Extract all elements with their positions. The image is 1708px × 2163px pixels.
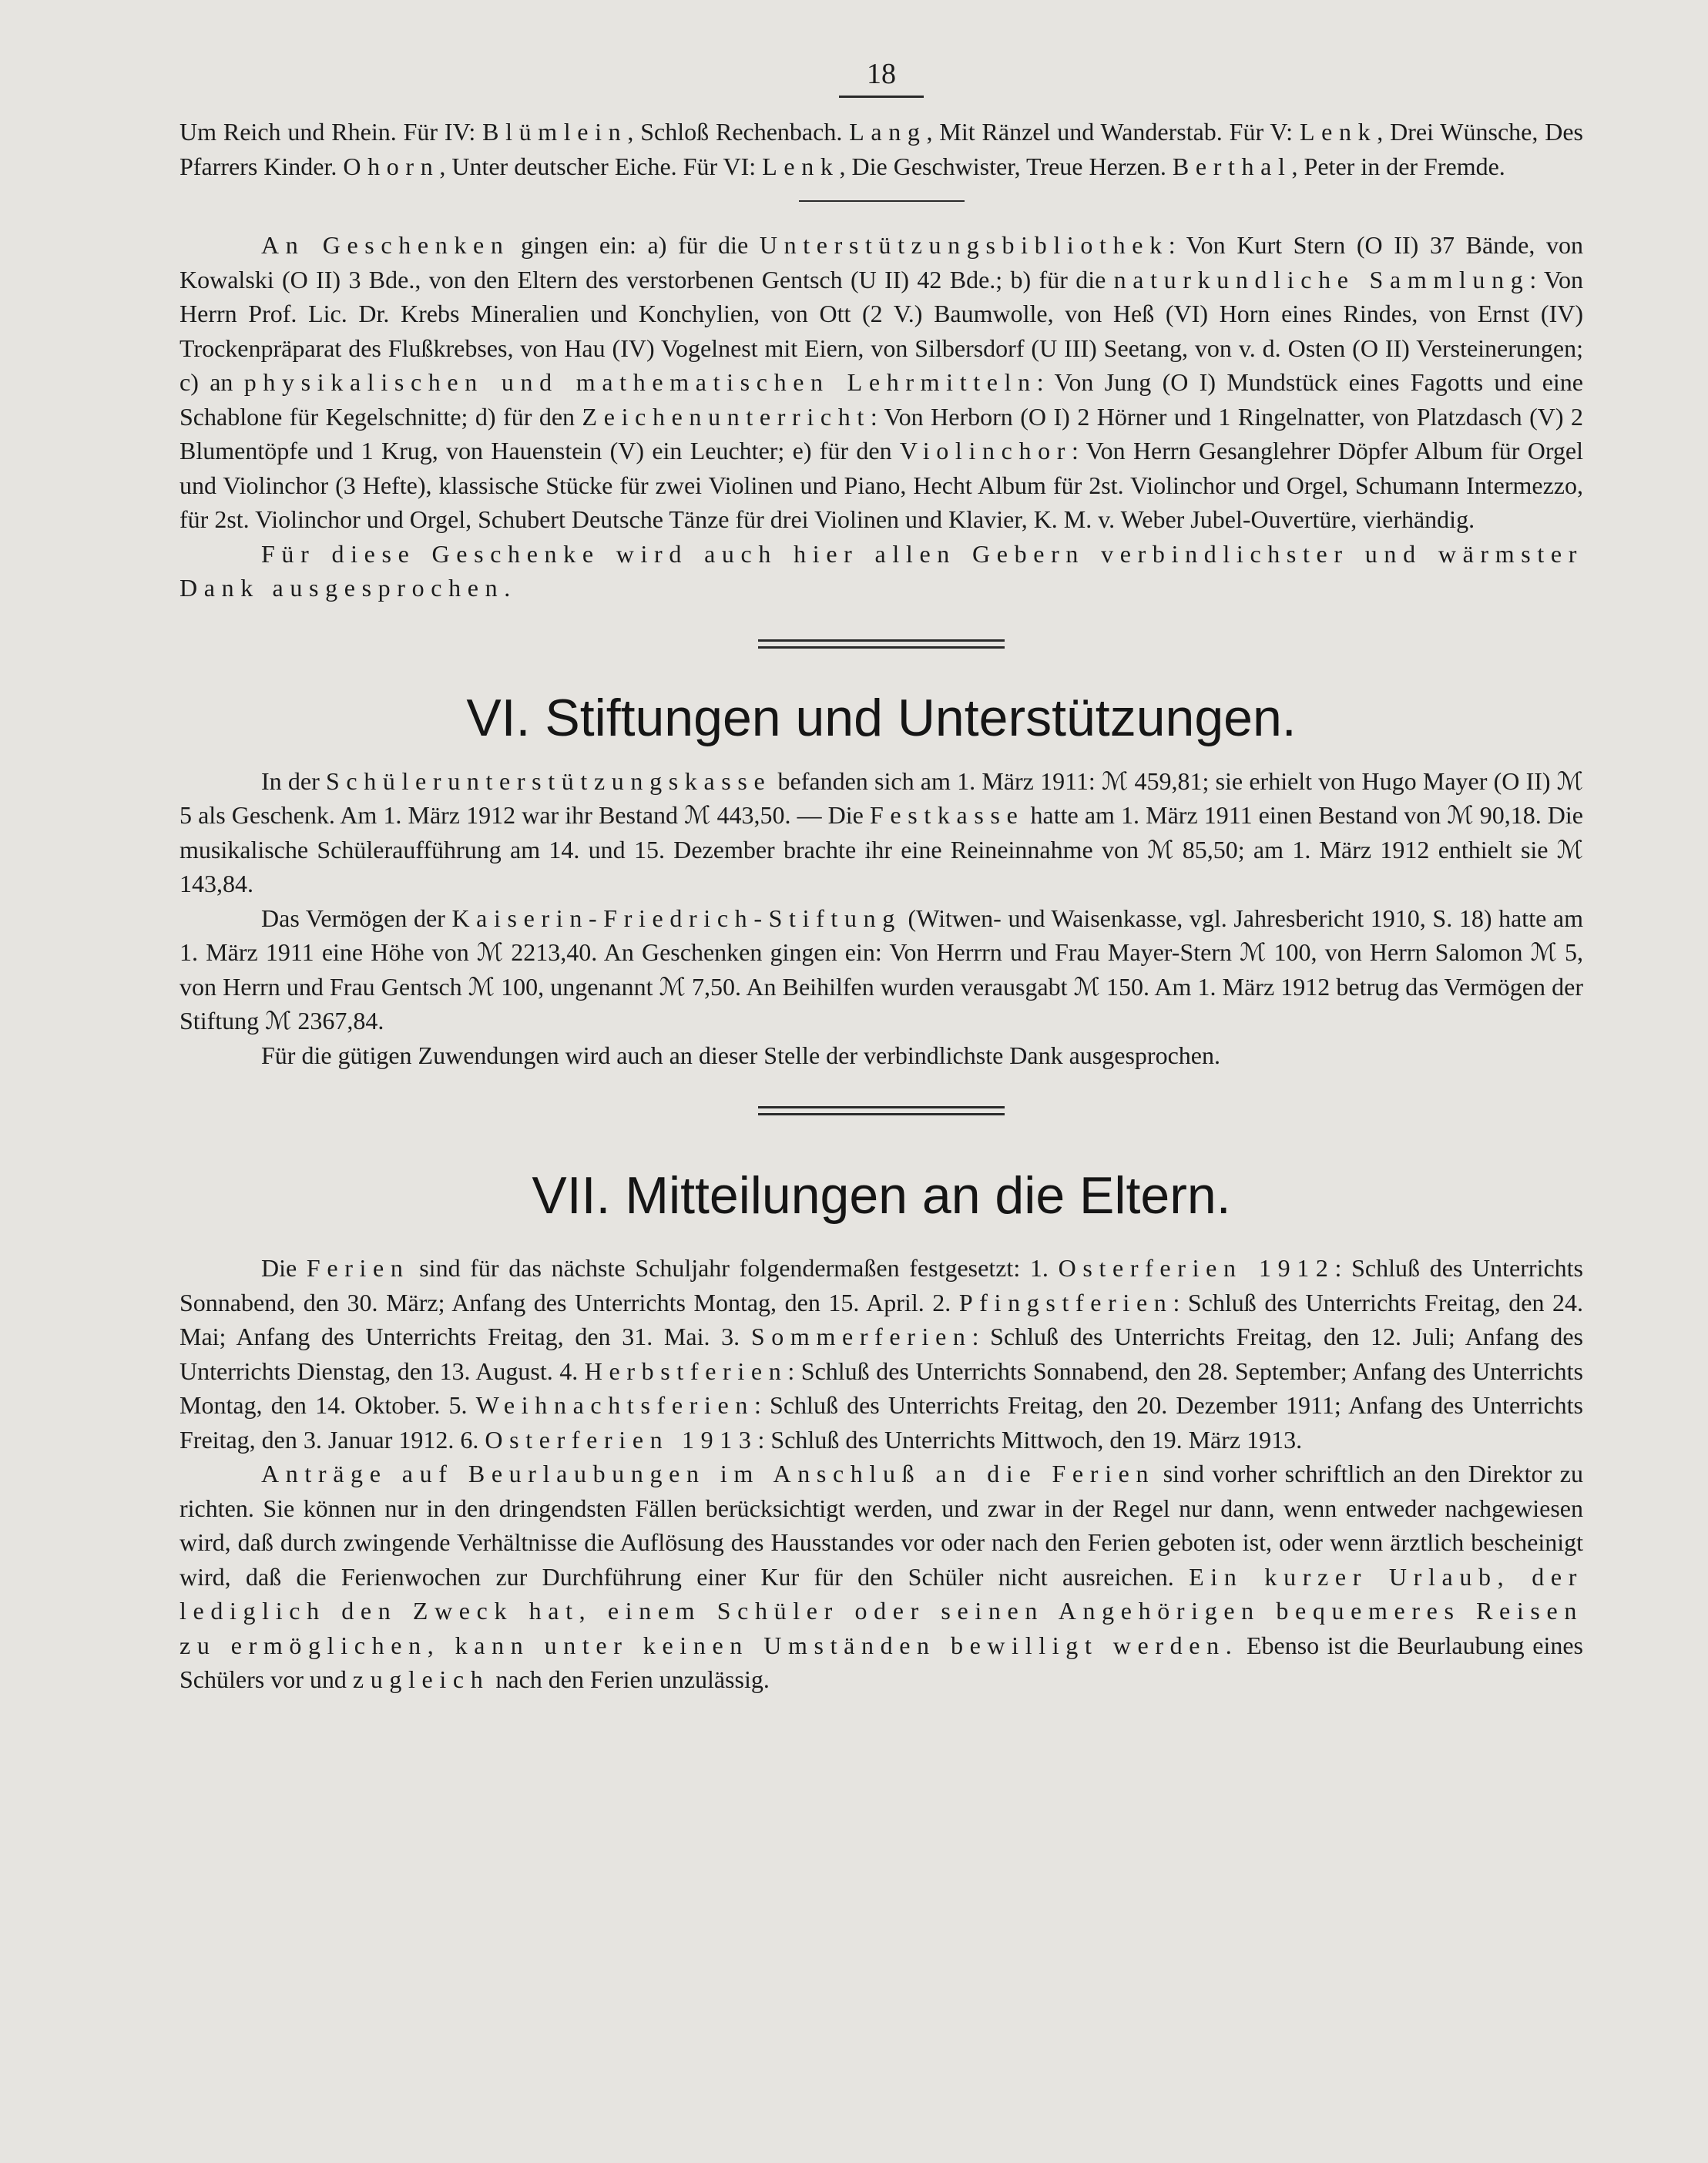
paragraph-reading-list: Um Reich und Rhein. Für IV: Blümlein, Schloß Rechenbach. Lang, Mit Ränzel und Wanderstab. Für V: Lenk, Drei Wünsche, Des Pfarrers Kinder. Ohorn, Unter deutscher Eiche. Für VI: Lenk, Die Geschwister, Treue Herzen. Berthal, Peter in der Fremde. <box>180 118 1584 180</box>
paragraph-holidays: Die Ferien sind für das nächste Schuljahr folgendermaßen festgesetzt: 1. Osterferien 1912: Schluß des Unterrichts Sonnabend, den 30. März; Anfang des Unterrichts Montag, den 15. April. 2. Pfingstferien: Schluß des Unterrichts Freitag, den 24. Mai; Anfang des Unterrichts Freitag, den 31. Mai. 3. Sommerferien: Schluß des Unterrichts Freitag, den 12. Juli; Anfang des Unterrichts Dienstag, den 13. August. 4. Herbstferien: Schluß des Unterrichts Sonnabend, den 28. September; Anfang des Unterrichts Montag, den 14. Oktober. 5. Weihnachtsferien: Schluß des Unterrichts Freitag, den 20. Dezember 1911; Anfang des Unterrichts Freitag, den 3. Januar 1912. 6. Osterferien 1913: Schluß des Unterrichts Mittwoch, den 19. März 1913. <box>180 1254 1584 1454</box>
page-number: 18 <box>867 58 896 90</box>
paragraph-gifts: An Geschenken gingen ein: a) für die Unterstützungsbibliothek: Von Kurt Stern (O II) 37 Bände, von Kowalski (O II) 3 Bde., von den Eltern des verstorbenen Gentsch (U II) 42 Bde.; b) für die naturkundliche Sammlung: Von Herrn Prof. Lic. Dr. Krebs Mineralien und Konchylien, von Ott (2 V.) Baumwolle, von Heß (VI) Horn eines Rindes, von Ernst (IV) Trockenpräparat des Flußkrebses, von Hau (IV) Vogelnest mit Eiern, von Silbersdorf (U III) Seetang, von v. d. Osten (O II) Versteinerungen; c) an physikalischen und mathematischen Lehrmitteln: Von Jung (O I) Mundstück eines Fagotts und eine Schablone für Kegelschnitte; d) für den Zeichenunterricht: Von Herborn (O I) 2 Hörner und 1 Ringelnatter, von Platzdasch (V) 2 Blumentöpfe und 1 Krug, von Hauenstein (V) ein Leuchter; e) für den Violinchor: Von Herrn Gesanglehrer Döpfer Album für Orgel und Violinchor (3 Hefte), klassische Stücke für zwei Violinen und Piano, Hecht Album für 2st. Violinchor und Orgel, Schumann Intermezzo, für 2st. Violinchor und Orgel, Schubert Deutsche Tänze für drei Violinen und Klavier, K. M. v. Weber Jubel-Ouvertüre, vierhändig. <box>180 231 1584 533</box>
paragraph-leave-requests: Anträge auf Beurlaubungen im Anschluß an die Ferien sind vorher schriftlich an den Direktor zu richten. Sie können nur in den dringendsten Fällen berücksichtigt werden, und zwar in der Regel nur dann, wenn entweder nachgewiesen wird, daß durch zwingende Verhältnisse die Auflösung des Hausstandes vor oder nach den Ferien geboten ist, oder wenn ärztlich bescheinigt wird, daß die Ferienwochen zur Durchführung einer Kur für den Schüler nicht ausreichen. Ein kurzer Urlaub, der lediglich den Zweck hat, einem Schüler oder seinen Angehörigen bequemeres Reisen zu ermöglichen, kann unter keinen Umständen bewilligt werden. Ebenso ist die Beurlaubung eines Schülers vor und zugleich nach den Ferien unzulässig. <box>180 1460 1584 1693</box>
paragraph-foundation: Das Vermögen der Kaiserin-Friedrich-Stiftung (Witwen- und Waisenkasse, vgl. Jahresbericht 1910, S. 18) hatte am 1. März 1911 eine Höhe von ℳ 2213,40. An Geschenken gingen ein: Von Herrrn und Frau Mayer-Stern ℳ 100, von Herrn Salomon ℳ 5, von Herrn und Frau Gentsch ℳ 100, ungenannt ℳ 7,50. An Beihilfen wurden verausgabt ℳ 150. Am 1. März 1912 betrug das Vermögen der Stiftung ℳ 2367,84. <box>180 904 1583 1035</box>
section-heading-vii: VII. Mitteilungen an die Eltern. <box>532 1166 1231 1225</box>
paragraph-foundation-thanks: Für die gütigen Zuwendungen wird auch an dieser Stelle der verbindlichste Dank ausgesprochen. <box>261 1041 1220 1069</box>
section-heading-vi: VI. Stiftungen und Unterstützungen. <box>466 688 1297 747</box>
separator-rule <box>799 200 965 202</box>
page-number-underline <box>839 96 924 98</box>
page-content <box>180 55 1583 1697</box>
section-divider <box>758 1106 1005 1115</box>
section-divider <box>758 639 1005 649</box>
paragraph-thanks: Für diese Geschenke wird auch hier allen Gebern verbindlichster und wärmster Dank ausgesprochen. <box>180 539 1583 602</box>
paragraph-student-support-fund: In der Schülerunterstützungskasse befanden sich am 1. März 1911: ℳ 459,81; sie erhielt von Hugo Mayer (O II) ℳ 5 als Geschenk. Am 1. März 1912 war ihr Bestand ℳ 443,50. — Die Festkasse hatte am 1. März 1911 einen Bestand von ℳ 90,18. Die musikalische Schüleraufführung am 14. und 15. Dezember brachte ihr eine Reineinnahme von ℳ 85,50; am 1. März 1912 enthielt sie ℳ 143,84. <box>180 766 1584 897</box>
